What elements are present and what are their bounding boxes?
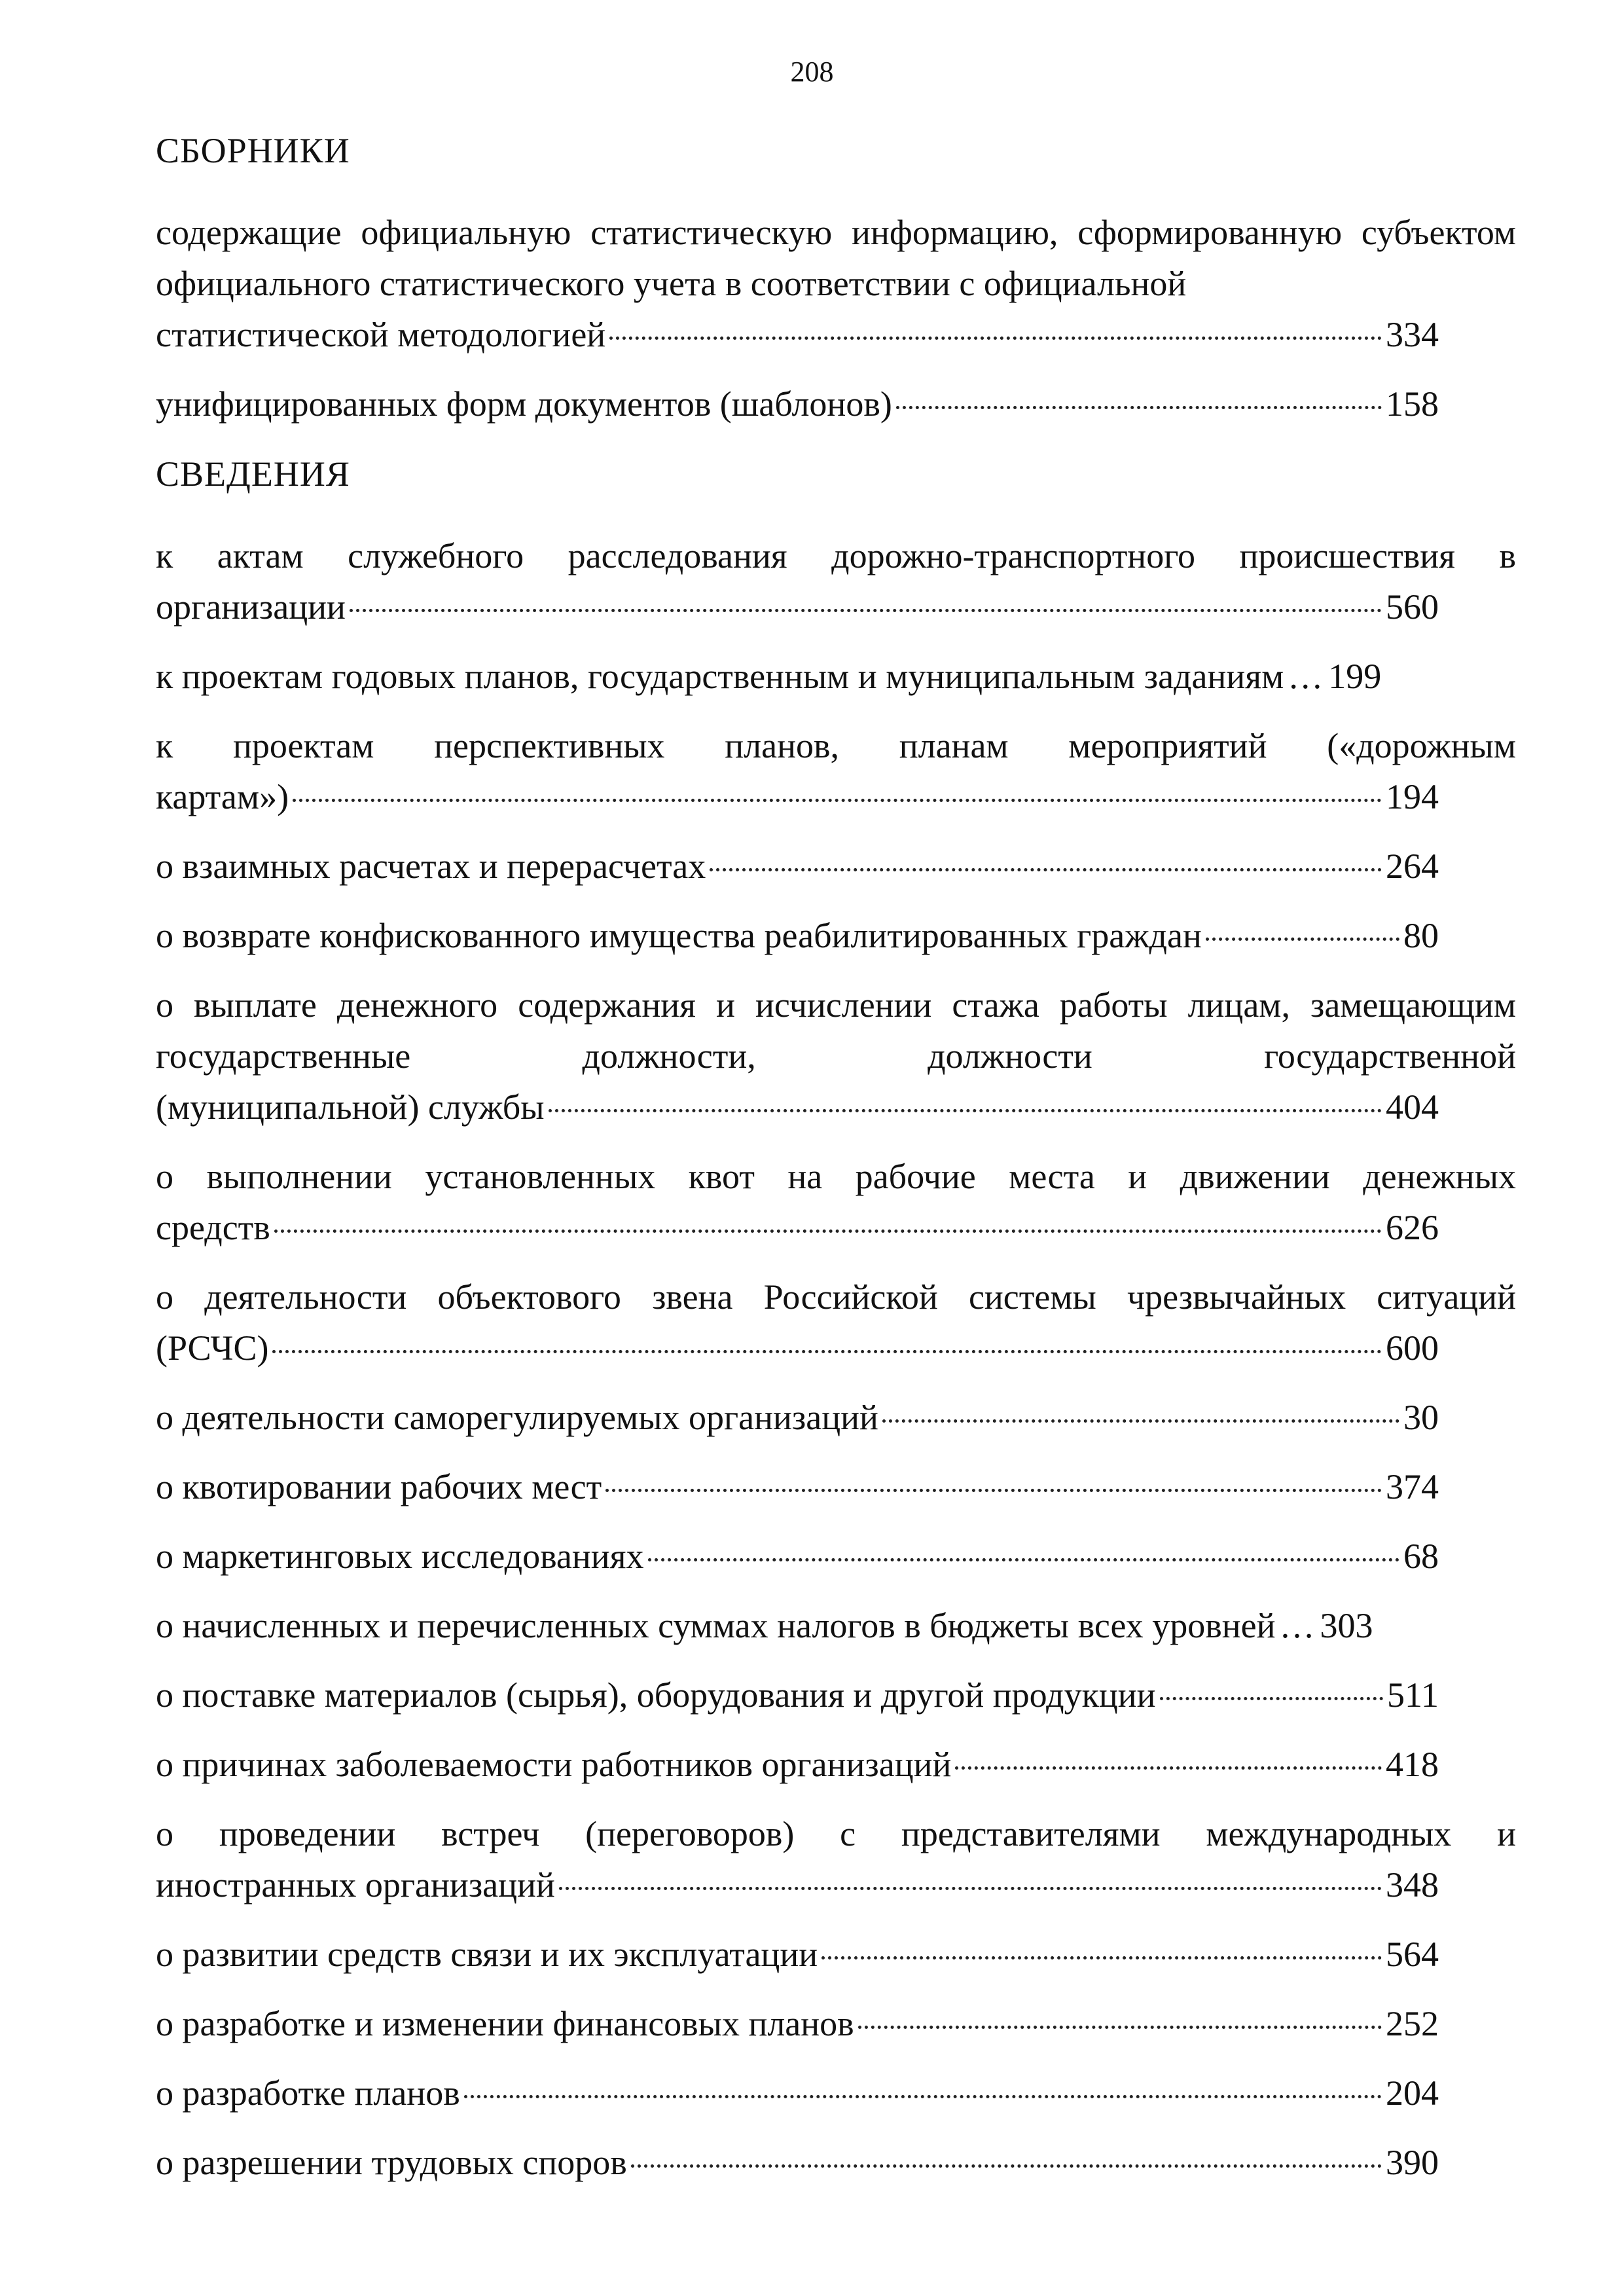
index-entry (156, 1669, 1439, 1721)
entry-page-number: 374 (1386, 1467, 1439, 1506)
entry-text: иностранных организаций (156, 1865, 555, 1904)
entry-last-line (156, 1669, 1439, 1721)
entry-text: о маркетинговых исследованиях (156, 1537, 644, 1576)
entry-last-line (156, 1739, 1439, 1790)
index-entry (156, 1531, 1439, 1582)
leader-dots (272, 1350, 1382, 1353)
entry-last-line (156, 378, 1439, 429)
index-entry (156, 530, 1516, 632)
leader-dots: … (1279, 1606, 1316, 1645)
index-entry (156, 1600, 1516, 1651)
index-entry (156, 1151, 1516, 1253)
leader-dots (710, 868, 1382, 871)
entry-lead-text: к актам служебного расследования дорожно-транспортного происшествия в (156, 536, 1516, 575)
entry-text: средств (156, 1208, 270, 1247)
entry-text: о квотировании рабочих мест (156, 1467, 602, 1506)
entry-text: о возврате конфискованного имущества реабилитированных граждан (156, 916, 1202, 955)
entry-last-line (156, 1392, 1439, 1443)
entry-text: о причинах заболеваемости работников организаций (156, 1745, 952, 1784)
entry-text: о начисленных и перечисленных суммах налогов в бюджеты всех уровней (156, 1606, 1276, 1645)
leader-dots (559, 1887, 1382, 1890)
entry-page-number: 303 (1320, 1606, 1373, 1645)
entry-page-number: 194 (1386, 777, 1439, 816)
entry-last-line (156, 1461, 1439, 1512)
entry-lead-text: о деятельности объектового звена Российской системы чрезвычайных ситуаций (156, 1277, 1516, 1317)
leader-dots (549, 1109, 1382, 1112)
entry-text: о разработке и изменении финансовых планов (156, 2004, 854, 2043)
entry-last-line (156, 2137, 1439, 2188)
entry-last-line (156, 651, 1516, 702)
leader-dots (858, 2026, 1382, 2029)
entry-last-line (156, 581, 1439, 632)
entry-page-number: 564 (1386, 1935, 1439, 1974)
entry-last-line (156, 910, 1439, 961)
leader-dots (896, 406, 1382, 409)
index-entry (156, 720, 1516, 822)
entry-lead-text: содержащие официальную статистическую информацию, сформированную субъектом официального статистического учета в соответствии с официальной (156, 213, 1516, 303)
entry-page-number: 199 (1328, 657, 1382, 696)
entry-text: (муниципальной) службы (156, 1087, 545, 1127)
page-number: 208 (790, 56, 834, 88)
entry-text: о деятельности саморегулируемых организаций (156, 1398, 878, 1437)
index-entry (156, 841, 1439, 892)
entry-last-line (156, 1859, 1439, 1910)
entry-last-line (156, 1082, 1439, 1133)
leader-dots: … (1288, 657, 1325, 696)
entry-page-number: 68 (1403, 1537, 1439, 1576)
entry-page-number: 511 (1387, 1675, 1439, 1715)
index-entry (156, 1808, 1516, 1910)
entry-text: о разработке планов (156, 2073, 460, 2113)
entry-last-line (156, 771, 1439, 822)
leader-dots (821, 1956, 1382, 1959)
entry-page-number: 158 (1386, 384, 1439, 424)
leader-dots (293, 799, 1382, 802)
leader-dots (1160, 1697, 1383, 1700)
entry-text: статистической методологией (156, 315, 606, 354)
leader-dots (882, 1419, 1399, 1423)
entry-page-number: 600 (1386, 1328, 1439, 1368)
entry-page-number: 560 (1386, 587, 1439, 627)
entry-last-line (156, 1600, 1516, 1651)
entry-last-line (156, 841, 1439, 892)
entry-text: о поставке материалов (сырья), оборудования и другой продукции (156, 1675, 1156, 1715)
index-entry (156, 651, 1516, 702)
index-entry (156, 1461, 1439, 1512)
entry-lead-text: о выполнении установленных квот на рабочие места и движении денежных (156, 1157, 1516, 1196)
entry-text: к проектам годовых планов, государственным и муниципальным заданиям (156, 657, 1284, 696)
index-entry (156, 1739, 1439, 1790)
entry-text: организации (156, 587, 346, 627)
entry-page-number: 264 (1386, 847, 1439, 886)
leader-dots (609, 337, 1382, 340)
entry-page-number: 390 (1386, 2143, 1439, 2182)
index-entry (156, 1998, 1439, 2049)
leader-dots (955, 1766, 1382, 1770)
entry-page-number: 30 (1403, 1398, 1439, 1437)
index-content (156, 124, 1516, 2206)
entry-text: о развитии средств связи и их эксплуатации (156, 1935, 818, 1974)
entry-text: (РСЧС) (156, 1328, 269, 1368)
leader-dots (605, 1489, 1382, 1492)
index-entry (156, 910, 1439, 961)
leader-dots (648, 1558, 1399, 1561)
entry-last-line (156, 1322, 1439, 1374)
entry-page-number: 204 (1386, 2073, 1439, 2113)
entry-page-number: 404 (1386, 1087, 1439, 1127)
entry-last-line (156, 2068, 1439, 2119)
index-entry (156, 207, 1516, 360)
entry-last-line (156, 1531, 1439, 1582)
entry-page-number: 252 (1386, 2004, 1439, 2043)
index-entry (156, 1929, 1439, 1980)
entry-last-line (156, 1202, 1439, 1253)
index-entry (156, 1392, 1439, 1443)
leader-dots (464, 2095, 1382, 2098)
entry-text: картам») (156, 777, 289, 816)
leader-dots (1206, 938, 1399, 941)
entry-page-number: 418 (1386, 1745, 1439, 1784)
leader-dots (274, 1230, 1382, 1233)
entry-text: унифицированных форм документов (шаблонов) (156, 384, 892, 424)
entry-text: о взаимных расчетах и перерасчетах (156, 847, 706, 886)
index-entry (156, 2068, 1439, 2119)
index-entry (156, 378, 1439, 429)
index-entry (156, 2137, 1439, 2188)
section-title-sborniki: СБОРНИКИ (156, 131, 350, 170)
entry-last-line (156, 1929, 1439, 1980)
entry-page-number: 334 (1386, 315, 1439, 354)
entry-lead-text: к проектам перспективных планов, планам мероприятий («дорожным (156, 726, 1516, 765)
entry-lead-text: о проведении встреч (переговоров) с представителями международных и (156, 1814, 1516, 1853)
leader-dots (631, 2164, 1382, 2168)
section-title-svedeniya: СВЕДЕНИЯ (156, 454, 350, 494)
index-entry (156, 1271, 1516, 1374)
index-entry (156, 979, 1516, 1133)
entry-page-number: 348 (1386, 1865, 1439, 1904)
entry-lead-text: о выплате денежного содержания и исчислении стажа работы лицам, замещающим государственные должности, должности государственной (156, 985, 1516, 1076)
entry-page-number: 80 (1403, 916, 1439, 955)
entry-last-line (156, 309, 1439, 360)
entry-last-line (156, 1998, 1439, 2049)
entry-page-number: 626 (1386, 1208, 1439, 1247)
entry-text: о разрешении трудовых споров (156, 2143, 627, 2182)
leader-dots (350, 609, 1382, 612)
